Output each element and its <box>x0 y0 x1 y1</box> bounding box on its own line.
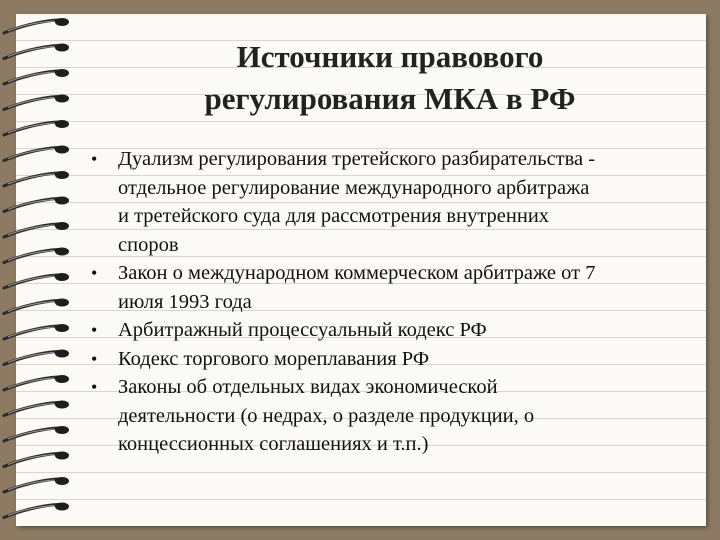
bullet-item <box>88 373 700 459</box>
bullet-item <box>88 145 700 259</box>
bullet-item <box>88 316 700 345</box>
slide-title-line-2: регулирования МКА в РФ <box>204 81 576 116</box>
binding-ring <box>4 452 69 467</box>
binding-ring <box>4 120 69 135</box>
bullet-text: Арбитражный процессуальный кодекс РФ <box>118 319 487 341</box>
slide-title-line-1: Источники правового <box>236 39 544 74</box>
bullet-item <box>88 345 700 374</box>
bullet-text: июля 1993 года <box>118 290 252 313</box>
bullet-text: Законы об отдельных видах экономической <box>118 376 498 398</box>
bullet-dot-icon: • <box>91 320 98 340</box>
bullet-text: споров <box>118 233 179 256</box>
binding-ring <box>4 375 69 390</box>
binding-ring <box>4 171 69 186</box>
binding-ring <box>4 95 69 110</box>
binding-ring <box>4 18 69 33</box>
binding-ring <box>4 299 69 314</box>
bullet-text: и третейского суда для рассмотрения внутренних <box>118 205 550 227</box>
binding-ring <box>4 69 69 84</box>
binding-ring <box>4 426 69 441</box>
bullet-text: деятельности (о недрах, о разделе продукции, о <box>118 404 535 427</box>
bullet-text: Дуализм регулирования третейского разбирательства - <box>118 148 596 170</box>
bullet-dot-icon: • <box>91 263 98 283</box>
bullet-dot-icon: • <box>91 149 98 169</box>
binding-ring <box>4 248 69 263</box>
bullet-text: Кодекс торгового мореплавания РФ <box>118 347 430 370</box>
bullet-text: Закон о международном коммерческом арбитраже от 7 <box>118 262 596 284</box>
binding-ring <box>4 197 69 212</box>
bullet-dot-icon: • <box>91 348 98 369</box>
binding-ring <box>4 477 69 492</box>
binding-ring <box>4 146 69 161</box>
binding-ring <box>4 503 69 518</box>
binding-ring <box>4 44 69 59</box>
slide-title <box>120 36 660 120</box>
bullet-list <box>88 145 700 459</box>
bullet-dot-icon: • <box>91 377 98 397</box>
binding-ring <box>4 350 69 365</box>
bullet-item <box>88 259 700 316</box>
bullet-text: концессионных соглашениях и т.п.) <box>118 433 429 455</box>
binding-ring <box>4 401 69 416</box>
binding-ring <box>4 222 69 237</box>
binding-ring <box>4 273 69 288</box>
spiral-binding-rings-icon <box>0 14 80 526</box>
binding-ring <box>4 324 69 339</box>
bullet-text: отдельное регулирование международного арбитража <box>118 176 590 199</box>
